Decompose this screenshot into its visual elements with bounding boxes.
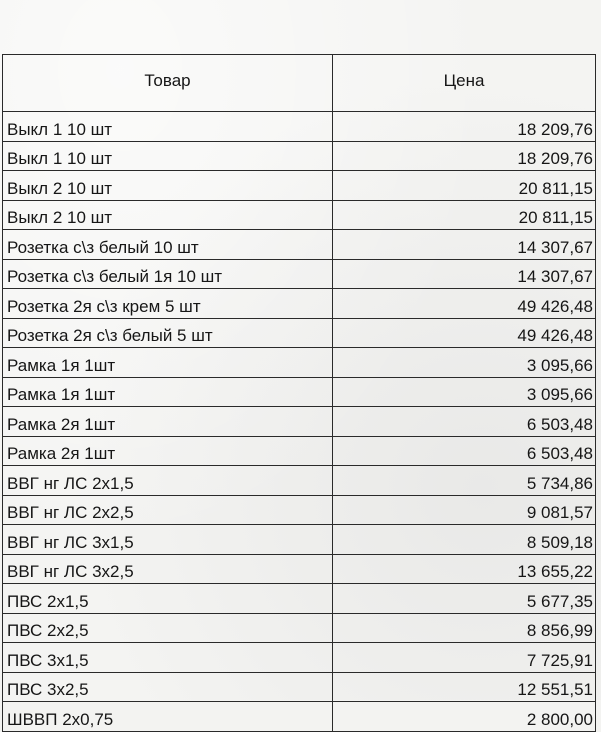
price-cell: 49 426,48 (333, 289, 596, 319)
product-name-cell: Рамка 2я 1шт (3, 436, 333, 466)
table-row (3, 112, 596, 142)
product-name-cell: Выкл 1 10 шт (3, 112, 333, 142)
table-row (3, 289, 596, 319)
product-name-cell: ВВГ нг ЛС 3х1,5 (3, 525, 333, 555)
price-cell: 6 503,48 (333, 436, 596, 466)
price-cell: 12 551,51 (333, 672, 596, 702)
product-name-cell: Розетка 2я с\з крем 5 шт (3, 289, 333, 319)
price-cell: 8 856,99 (333, 613, 596, 643)
table-row (3, 141, 596, 171)
product-name-cell: Выкл 1 10 шт (3, 141, 333, 171)
product-name-cell: Выкл 2 10 шт (3, 171, 333, 201)
table-row (3, 495, 596, 525)
price-cell: 9 081,57 (333, 495, 596, 525)
product-name-cell: ШВВП 2х0,75 (3, 702, 333, 732)
table-row (3, 702, 596, 732)
price-cell: 5 734,86 (333, 466, 596, 496)
price-cell: 8 509,18 (333, 525, 596, 555)
product-name-cell: Розетка с\з белый 10 шт (3, 230, 333, 260)
price-cell: 3 095,66 (333, 377, 596, 407)
table-row (3, 643, 596, 673)
table-row (3, 466, 596, 496)
product-name-cell: ВВГ нг ЛС 2х1,5 (3, 466, 333, 496)
table-row (3, 554, 596, 584)
table-row (3, 318, 596, 348)
table-row (3, 200, 596, 230)
header-product: Товар (3, 55, 333, 112)
table-row (3, 377, 596, 407)
product-name-cell: ПВС 3х1,5 (3, 643, 333, 673)
price-table (2, 54, 596, 732)
price-cell: 13 655,22 (333, 554, 596, 584)
product-name-cell: ПВС 2х1,5 (3, 584, 333, 614)
price-cell: 14 307,67 (333, 259, 596, 289)
table-row (3, 436, 596, 466)
price-cell: 20 811,15 (333, 171, 596, 201)
price-cell: 14 307,67 (333, 230, 596, 260)
table-body (3, 112, 596, 732)
table-row (3, 525, 596, 555)
table-row (3, 613, 596, 643)
product-name-cell: ВВГ нг ЛС 2х2,5 (3, 495, 333, 525)
price-cell: 6 503,48 (333, 407, 596, 437)
price-cell: 49 426,48 (333, 318, 596, 348)
product-name-cell: ПВС 3х2,5 (3, 672, 333, 702)
price-cell: 7 725,91 (333, 643, 596, 673)
product-name-cell: Розетка 2я с\з белый 5 шт (3, 318, 333, 348)
table-row (3, 407, 596, 437)
table-row (3, 672, 596, 702)
table-row (3, 230, 596, 260)
price-cell: 18 209,76 (333, 112, 596, 142)
price-cell: 18 209,76 (333, 141, 596, 171)
product-name-cell: Выкл 2 10 шт (3, 200, 333, 230)
table-row (3, 584, 596, 614)
price-cell: 3 095,66 (333, 348, 596, 378)
product-name-cell: ВВГ нг ЛС 3х2,5 (3, 554, 333, 584)
price-cell: 2 800,00 (333, 702, 596, 732)
price-cell: 5 677,35 (333, 584, 596, 614)
product-name-cell: Рамка 2я 1шт (3, 407, 333, 437)
product-name-cell: Розетка с\з белый 1я 10 шт (3, 259, 333, 289)
table-row (3, 171, 596, 201)
header-price: Цена (333, 55, 596, 112)
product-name-cell: Рамка 1я 1шт (3, 377, 333, 407)
product-name-cell: Рамка 1я 1шт (3, 348, 333, 378)
table-row (3, 348, 596, 378)
table-row (3, 259, 596, 289)
product-name-cell: ПВС 2х2,5 (3, 613, 333, 643)
price-cell: 20 811,15 (333, 200, 596, 230)
table-header-row (3, 55, 596, 112)
